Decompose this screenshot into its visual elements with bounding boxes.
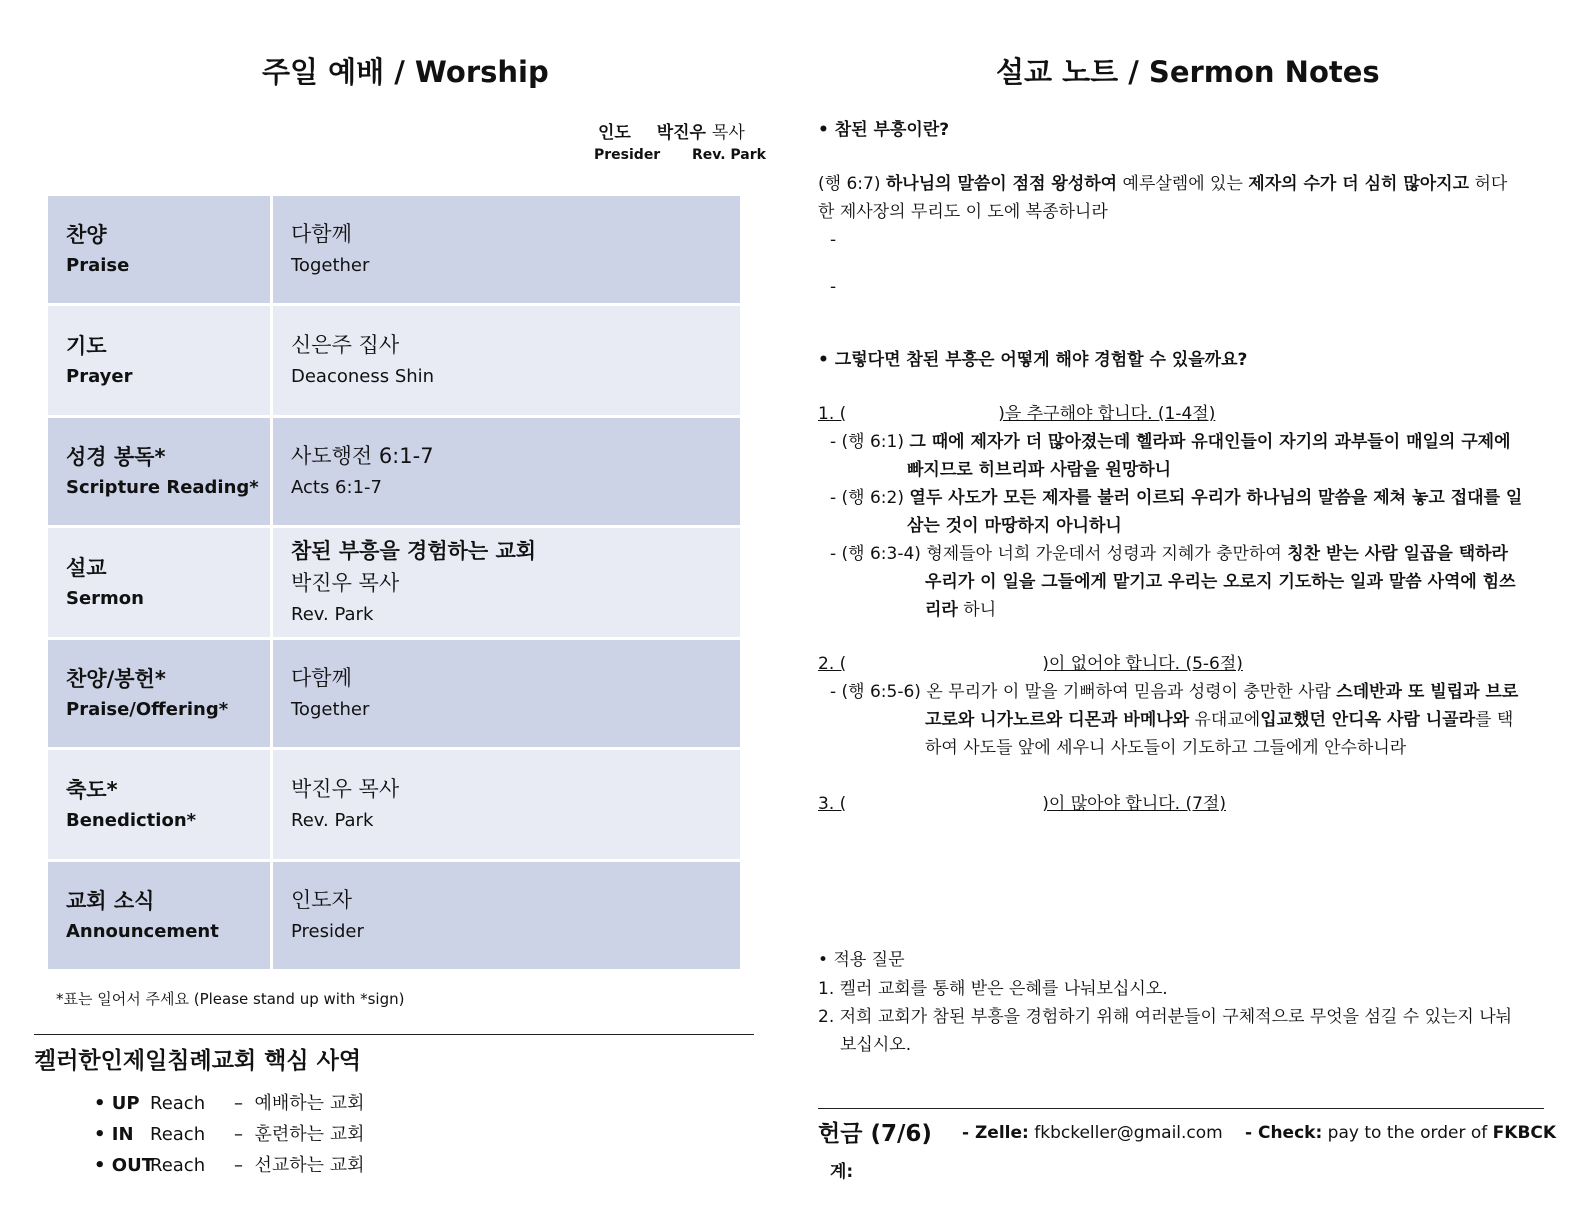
note-dash: - (830, 277, 837, 297)
presider-english (594, 147, 766, 163)
zelle-label: - Zelle: (962, 1123, 1029, 1143)
mission-dash: – (234, 1124, 243, 1145)
verse-ref: (행 6:7) (818, 174, 881, 194)
mission-title: 켈러한인제일침례교회 핵심 사역 (34, 1048, 362, 1074)
row-value-ko: 다함께 (291, 221, 352, 246)
table-row (47, 527, 742, 639)
verse-6-2 (830, 484, 1522, 512)
list-item: • UP Reach – 예배하는 교회 (94, 1088, 365, 1119)
mission-text: 예배하는 교회 (254, 1093, 365, 1114)
question-1-text: 참된 부흥이란? (834, 120, 950, 140)
mission-dash: – (234, 1155, 243, 1176)
row-label-en: Prayer (66, 365, 133, 387)
row-value-en: Deaconess Shin (291, 365, 435, 387)
verse-text: 온 무리가 이 말을 기뻐하여 믿음과 성령이 충만한 사람 (926, 682, 1331, 702)
list-item: • IN Reach – 훈련하는 교회 (94, 1119, 365, 1150)
verse-6-5-line3: 하여 사도들 앞에 세우니 사도들이 기도하고 그들에게 안수하니라 (925, 738, 1407, 758)
point-1-open: 1. ( (818, 404, 847, 424)
row-value-ko: 인도자 (291, 887, 352, 912)
table-row (47, 639, 742, 749)
verse-text: 형제들아 너희 가운데서 성령과 지혜가 충만하여 (926, 544, 1282, 564)
row-label-en: Scripture Reading* (66, 476, 259, 498)
row-value-cell (272, 749, 742, 861)
apply-question-2: 2. 저희 교회가 참된 부흥을 경험하기 위해 여러분들이 구체적으로 무엇을 섬길 수 있는지 나눠 (818, 1007, 1513, 1027)
mission-reach: Reach (150, 1155, 206, 1176)
row-value-en: Presider (291, 920, 364, 942)
stand-note: *표는 일어서 주세요 (Please stand up with *sign) (56, 990, 405, 1008)
verse-bold: 그 때에 제자가 더 많아졌는데 헬라파 유대인들이 자기의 과부들이 매일의 구제에 (909, 432, 1511, 452)
row-label-cell (47, 527, 272, 639)
row-label-cell (47, 305, 272, 417)
apply-question-1: 1. 켈러 교회를 통해 받은 은혜를 나눠보십시오. (818, 979, 1168, 999)
verse-text: 유대교에 (1194, 710, 1261, 730)
row-value-cell (272, 195, 742, 305)
apply-question-2-line2: 보십시오. (840, 1035, 912, 1055)
point-2 (818, 650, 1243, 678)
row-value-cell (272, 861, 742, 971)
row-value-ko: 사도행전 6:1-7 (291, 443, 434, 468)
row-value-cell (272, 417, 742, 527)
mission-label: UP (111, 1093, 140, 1114)
mission-dash: – (234, 1093, 243, 1114)
row-value-cell (272, 527, 742, 639)
row-value-en: Rev. Park (291, 603, 374, 625)
apply-title-text: 적용 질문 (833, 950, 905, 970)
point-3 (818, 790, 1226, 818)
sermon-notes-title: 설교 노트 / Sermon Notes (996, 55, 1380, 89)
verse-text: 예루살렘에 있는 (1122, 174, 1243, 194)
verse-6-1 (830, 428, 1511, 456)
row-value-en: Together (291, 698, 370, 720)
row-label-ko: 찬양 (66, 222, 107, 247)
row-value-ko: 다함께 (291, 665, 352, 690)
point-3-close: )이 많아야 합니다. (7절) (1042, 794, 1226, 814)
mission-reach: Reach (150, 1124, 206, 1145)
verse-bold: 제자의 수가 더 심히 많아지고 (1248, 174, 1470, 194)
table-row (47, 861, 742, 971)
note-dash: - (830, 230, 837, 250)
verse-bold: 스데반과 또 빌립과 브로 (1336, 682, 1519, 702)
offering-total: 계: (830, 1162, 854, 1182)
row-value-cell (272, 639, 742, 749)
verse-text: 하니 (963, 600, 997, 620)
verse-6-5-line2 (925, 706, 1513, 734)
verse-text: 허다 (1474, 174, 1508, 194)
row-label-cell (47, 417, 272, 527)
table-row (47, 417, 742, 527)
verse-bold: 하나님의 말씀이 점점 왕성하여 (885, 174, 1118, 194)
row-label-en: Praise/Offering* (66, 698, 229, 720)
list-item: • OUTReach – 선교하는 교회 (94, 1150, 365, 1181)
divider (818, 1108, 1544, 1109)
table-row (47, 749, 742, 861)
apply-title: • 적용 질문 (818, 950, 905, 970)
row-label-cell (47, 861, 272, 971)
verse-6-3-line3 (925, 596, 996, 624)
check-label: - Check: (1245, 1123, 1323, 1143)
table-row (47, 305, 742, 417)
mission-list (94, 1088, 365, 1181)
presider-label: 인도 (598, 123, 631, 143)
row-label-ko: 찬양/봉헌* (66, 666, 166, 691)
point-2-close: )이 없어야 합니다. (5-6절) (1042, 654, 1243, 674)
row-label-cell (47, 195, 272, 305)
check-payee: FKBCK (1492, 1123, 1557, 1143)
verse-6-3-line2: 우리가 이 일을 그들에게 맡기고 우리는 오로지 기도하는 일과 말씀 사역에 힘쓰 (925, 572, 1516, 592)
row-label-en: Benediction* (66, 809, 197, 831)
point-3-open: 3. ( (818, 794, 847, 814)
verse-6-3 (830, 540, 1508, 568)
presider-en-label: Presider (594, 147, 661, 163)
row-label-en: Announcement (66, 920, 219, 942)
row-label-ko: 설교 (66, 555, 107, 580)
verse-6-1-line2: 빠지므로 히브리파 사람을 원망하니 (907, 460, 1172, 480)
verse-6-5 (830, 678, 1518, 706)
verse-bold: 고로와 니가노르와 디몬과 바메나와 (925, 710, 1190, 730)
point-1 (818, 400, 1215, 428)
row-label-cell (47, 749, 272, 861)
question-1: • 참된 부흥이란? (818, 120, 950, 140)
mission-label: OUT (111, 1155, 154, 1176)
row-value-en: Acts 6:1-7 (291, 476, 382, 498)
verse-6-2-line2: 삼는 것이 마땅하지 아니하니 (907, 516, 1122, 536)
offering-title: 헌금 (7/6) (818, 1121, 932, 1147)
table-row (47, 195, 742, 305)
verse-ref: - (행 6:5-6) (830, 682, 921, 702)
question-2-text: 그렇다면 참된 부흥은 어떻게 해야 경험할 수 있을까요? (834, 350, 1248, 370)
presider-korean (598, 118, 745, 143)
mission-reach: Reach (150, 1093, 206, 1114)
verse-bold: 리라 (925, 600, 958, 620)
row-label-en: Sermon (66, 587, 144, 609)
row-label-ko: 교회 소식 (66, 888, 155, 913)
offering-check (1245, 1119, 1556, 1147)
row-value-ko: 박진우 목사 (291, 776, 400, 801)
verse-bold: 입교했던 안디옥 사람 니골라 (1260, 710, 1476, 730)
divider (34, 1034, 754, 1035)
row-value-en: Together (291, 254, 370, 276)
verse-6-7 (818, 170, 1507, 198)
row-label-ko: 축도* (66, 777, 118, 802)
row-value-ko: 신은주 집사 (291, 332, 400, 357)
sermon-title: 참된 부흥을 경험하는 교회 (291, 538, 537, 563)
verse-ref: - (행 6:3-4) (830, 544, 921, 564)
row-value-en: Rev. Park (291, 809, 374, 831)
point-2-open: 2. ( (818, 654, 847, 674)
verse-ref: - (행 6:1) (830, 432, 904, 452)
row-value-ko: 박진우 목사 (291, 570, 400, 595)
verse-bold: 열두 사도가 모든 제자를 불러 이르되 우리가 하나님의 말씀을 제쳐 놓고 접대를 일 (909, 488, 1523, 508)
row-label-ko: 기도 (66, 333, 107, 358)
question-2: • 그렇다면 참된 부흥은 어떻게 해야 경험할 수 있을까요? (818, 350, 1248, 370)
point-1-close: )을 추구해야 합니다. (1-4절) (998, 404, 1216, 424)
verse-bold: 칭찬 받는 사람 일곱을 택하라 (1287, 544, 1508, 564)
row-label-ko: 성경 봉독* (66, 444, 166, 469)
mission-text: 선교하는 교회 (254, 1155, 365, 1176)
zelle-value: fkbckeller@gmail.com (1034, 1123, 1223, 1143)
offering-zelle (962, 1119, 1223, 1147)
presider-en-name: Rev. Park (691, 147, 766, 163)
check-value: pay to the order of (1327, 1123, 1488, 1143)
presider-role: 목사 (711, 123, 745, 143)
verse-6-7-line2: 한 제사장의 무리도 이 도에 복종하니라 (818, 202, 1108, 222)
verse-ref: - (행 6:2) (830, 488, 904, 508)
verse-text: 를 택 (1475, 710, 1514, 730)
row-label-en: Praise (66, 254, 130, 276)
mission-text: 훈련하는 교회 (254, 1124, 365, 1145)
worship-order-table (45, 193, 743, 972)
presider-name: 박진우 (656, 123, 706, 143)
row-value-cell (272, 305, 742, 417)
mission-label: IN (111, 1124, 134, 1145)
row-label-cell (47, 639, 272, 749)
worship-title: 주일 예배 / Worship (262, 55, 549, 89)
